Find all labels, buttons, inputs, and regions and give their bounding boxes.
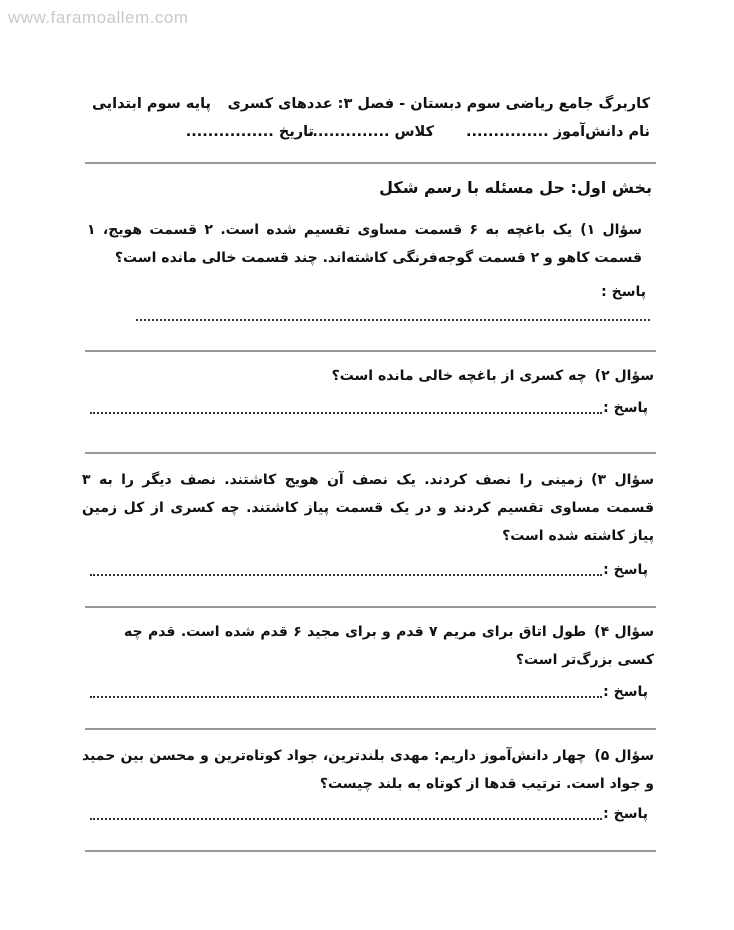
question-number: سؤال ۳) [591,472,654,488]
question-text: چه کسری از باغچه خالی مانده است؟ [331,368,587,384]
answer-label: پاسخ : [603,806,648,822]
grade-label: پایه سوم ابتدایی [92,96,211,112]
question-number: سؤال ۵) [594,748,654,764]
question-2 [82,362,654,390]
divider [85,452,656,454]
answer-line[interactable] [90,696,602,698]
answer-line[interactable] [136,319,650,321]
question-number: سؤال ۲) [594,368,654,384]
answer-line[interactable] [90,412,602,414]
question-number: سؤال ۴) [594,624,654,640]
answer-label: پاسخ : [603,684,648,700]
date-field: تاریخ ................ [185,124,314,140]
worksheet-title: کاربرگ جامع ریاضی سوم دبستان - فصل ۳: عددهای کسری [227,96,650,112]
divider [85,728,656,730]
question-number: سؤال ۱) [580,222,642,238]
question-text: زمینی را نصف کردند. یک نصف آن هویج کاشتند. نصف دیگر را به ۳ قسمت مساوی تقسیم کردند و در یک قسمت پیاز کاشتند. چه کسری از کل زمین پیاز کاشته شده است؟ [82,472,654,544]
class-field: کلاس ............... [306,124,434,140]
question-text: طول اتاق برای مریم ۷ قدم و برای مجید ۶ قدم شده است. قدم چه کسی بزرگ‌تر است؟ [124,624,654,668]
answer-line[interactable] [90,574,602,576]
question-5 [82,742,654,798]
question-4 [124,618,654,674]
answer-line[interactable] [90,818,602,820]
answer-label: پاسخ : [603,400,648,416]
question-text: یک باغچه به ۶ قسمت مساوی تقسیم شده است. ۲ قسمت هویج، ۱ قسمت کاهو و ۲ قسمت گوجه‌فرنگی کاشته‌اند. چند قسمت خالی مانده است؟ [87,222,642,266]
answer-label: پاسخ : [603,562,648,578]
watermark-text: www.faramoallem.com [8,8,189,27]
divider [85,850,656,852]
section-title: بخش اول: حل مسئله با رسم شکل [379,178,652,197]
divider [85,606,656,608]
divider [85,162,656,164]
answer-label: پاسخ : [601,284,646,300]
question-1 [87,216,642,272]
divider [85,350,656,352]
student-name-field: نام دانش‌آموز ............... [466,124,650,140]
question-text: چهار دانش‌آموز داریم: مهدی بلندترین، جواد کوتاه‌ترین و محسن بین حمید و جواد است. ترتیب قدها از کوتاه به بلند چیست؟ [82,748,654,792]
question-3 [82,466,654,550]
